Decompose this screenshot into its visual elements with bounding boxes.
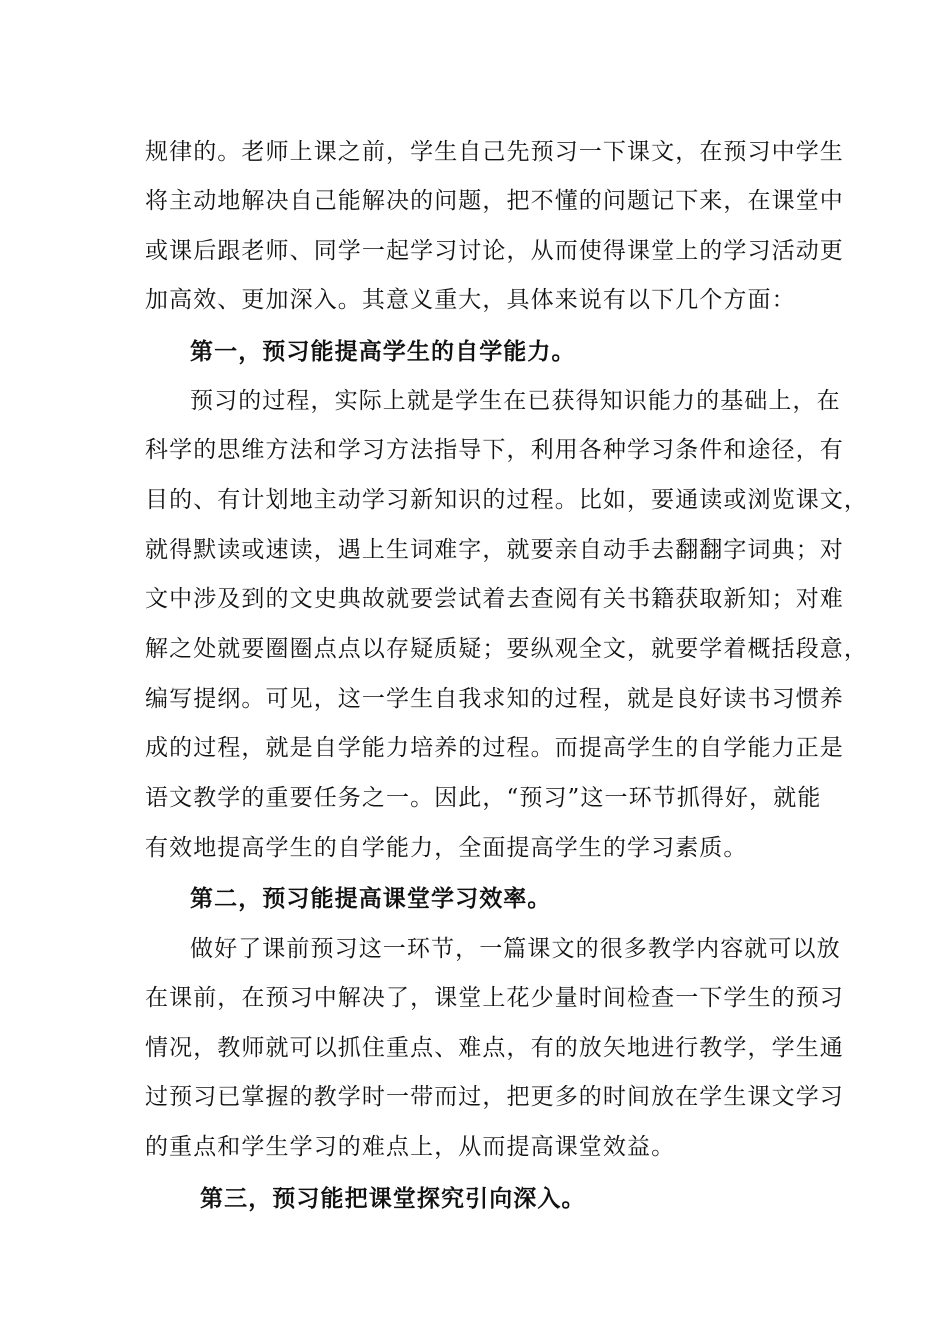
body-text-line: 有效地提高学生的自学能力，全面提高学生的学习素质。 [145, 835, 748, 861]
body-text-line: 就得默读或速读，遇上生词难字，就要亲自动手去翻翻字词典；对 [145, 537, 844, 563]
body-text-line: 语文教学的重要任务之一。因此，“预习”这一环节抓得好，就能 [145, 785, 822, 811]
body-text-line: 或课后跟老师、同学一起学习讨论，从而使得课堂上的学习活动更 [145, 238, 844, 264]
body-text-line: 编写提纲。可见，这一学生自我求知的过程，就是良好读书习惯养 [145, 686, 844, 712]
paragraph-first-line: 预习的过程，实际上就是学生在已获得知识能力的基础上，在 [190, 388, 841, 414]
body-text-line: 成的过程，就是自学能力培养的过程。而提高学生的自学能力正是 [145, 735, 844, 761]
body-text-line: 的重点和学生学习的难点上，从而提高课堂效益。 [145, 1134, 676, 1160]
body-text-line: 科学的思维方法和学习方法指导下，利用各种学习条件和途径，有 [145, 437, 844, 463]
body-text-line: 解之处就要圈圈点点以存疑质疑；要纵观全文，就要学着概括段意， [145, 636, 868, 662]
body-text-line: 规律的。老师上课之前，学生自己先预习一下课文，在预习中学生 [145, 139, 844, 165]
section-heading-3: 第三，预习能把课堂探究引向深入。 [200, 1185, 586, 1212]
body-text-line: 过预习已掌握的教学时一带而过，把更多的时间放在学生课文学习 [145, 1084, 844, 1110]
paragraph-first-line: 做好了课前预习这一环节，一篇课文的很多教学内容就可以放 [190, 936, 841, 962]
body-text-line: 在课前，在预习中解决了，课堂上花少量时间检查一下学生的预习 [145, 985, 844, 1011]
body-text-line: 加高效、更加深入。其意义重大，具体来说有以下几个方面： [145, 287, 796, 313]
body-text-line: 将主动地解决自己能解决的问题，把不懂的问题记下来，在课堂中 [145, 188, 844, 214]
body-text-line: 目的、有计划地主动学习新知识的过程。比如，要通读或浏览课文， [145, 487, 868, 513]
body-text-line: 文中涉及到的文史典故就要尝试着去查阅有关书籍获取新知；对难 [145, 586, 844, 612]
section-heading-1: 第一，预习能提高学生的自学能力。 [190, 338, 576, 365]
section-heading-2: 第二，预习能提高课堂学习效率。 [190, 885, 552, 912]
body-text-line: 情况，教师就可以抓住重点、难点，有的放矢地进行教学，学生通 [145, 1035, 844, 1061]
